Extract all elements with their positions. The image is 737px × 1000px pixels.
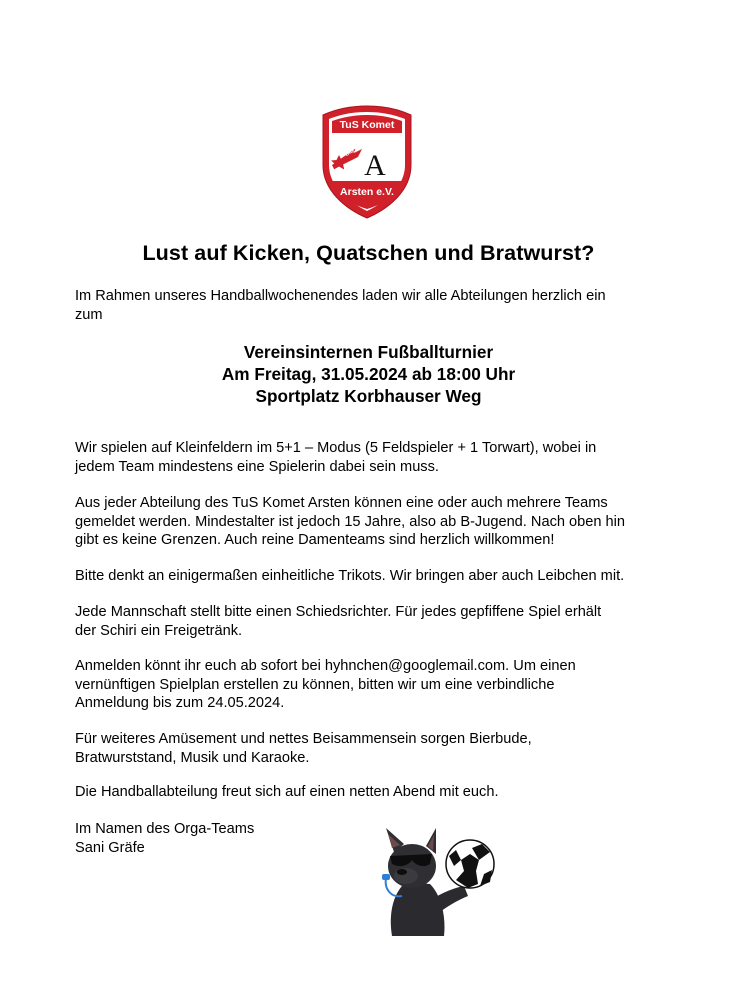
- paragraph-registration: Anmelden könnt ihr euch ab sofort bei hyhnchen@googlemail.com. Um einen vernünftigen Spielplan erstellen zu können, bitten wir um eine verbindliche Anmeldung bis zum 24.05.2024.: [75, 658, 576, 712]
- logo-top-text: TuS Komet: [339, 119, 395, 131]
- logo-letter: A: [364, 149, 386, 182]
- logo-bottom-text: Arsten e.V.: [340, 186, 394, 198]
- page-headline: Lust auf Kicken, Quatschen und Bratwurst?: [142, 241, 595, 265]
- paragraph-jerseys: Bitte denkt an einigermaßen einheitliche Trikots. Wir bringen aber auch Leibchen mit.: [75, 568, 625, 584]
- dog-with-ball-illustration: [372, 826, 500, 936]
- event-location: Sportplatz Korbhauser Weg: [255, 386, 482, 406]
- paragraph-teams: Aus jeder Abteilung des TuS Komet Arsten können eine oder auch mehrere Teams gemeldet werden. Mindestalter ist jedoch 15 Jahre, also ab B-Jugend. Nach oben hin gibt es keine Grenzen. Auch reine Damenteams sind herzlich willkommen!: [75, 495, 626, 549]
- event-date: Am Freitag, 31.05.2024 ab 18:00 Uhr: [221, 364, 516, 384]
- club-logo: [318, 103, 416, 221]
- paragraph-closing: Die Handballabteilung freut sich auf einen netten Abend mit euch.: [75, 784, 499, 800]
- paragraph-referee: Jede Mannschaft stellt bitte einen Schiedsrichter. Für jedes gepfiffene Spiel erhält der Schiri ein Freigetränk.: [75, 604, 602, 639]
- paragraph-rules: Wir spielen auf Kleinfeldern im 5+1 – Modus (5 Feldspieler + 1 Torwart), wobei in jedem Team mindestens eine Spielerin dabei sein muss.: [75, 440, 597, 475]
- event-title: Vereinsinternen Fußballturnier: [243, 342, 494, 362]
- paragraph-entertainment: Für weiteres Amüsement und nettes Beisammensein sorgen Bierbude, Bratwurststand, Musik und Karaoke.: [75, 731, 532, 766]
- intro-paragraph: Im Rahmen unseres Handballwochenendes laden wir alle Abteilungen herzlich ein zum: [75, 288, 606, 323]
- soccer-ball-icon: [446, 840, 494, 888]
- logo-star-text: BREMEN: [344, 142, 367, 158]
- signature: Im Namen des Orga-Teams Sani Gräfe: [75, 821, 255, 856]
